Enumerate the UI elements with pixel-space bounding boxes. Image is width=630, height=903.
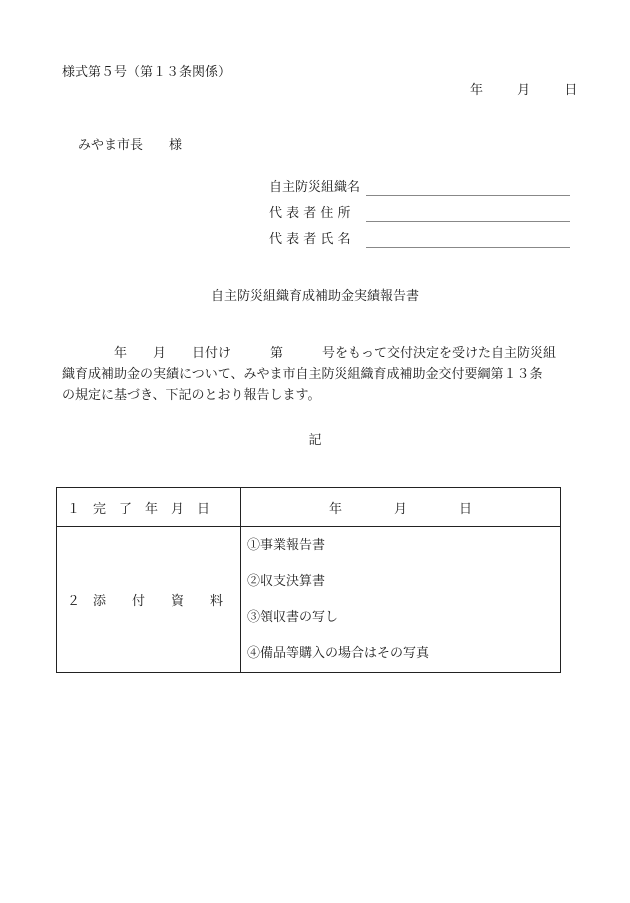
table-row: [57, 488, 561, 527]
body-line: の規定に基づき、下記のとおり報告します。: [62, 388, 321, 403]
table-row: [57, 527, 561, 673]
year-label: 年: [470, 83, 484, 98]
attachment-item: ②収支決算書: [247, 573, 326, 589]
body-text: [62, 343, 572, 406]
representative-name-field[interactable]: [255, 233, 570, 251]
representative-name-label: 代 表 者 氏 名: [269, 232, 351, 247]
representative-address-field[interactable]: [255, 207, 570, 225]
attachment-item: ④備品等購入の場合はその写真: [247, 645, 430, 661]
representative-address-line: [366, 221, 570, 222]
representative-name-line: [366, 247, 570, 248]
body-line: 年 月 日付け 第 号をもって交付決定を受けた自主防災組: [62, 346, 557, 361]
attachment-item: ③領収書の写し: [247, 609, 339, 625]
day-label: 日: [564, 83, 578, 98]
completion-date-value[interactable]: 年 月 日: [241, 488, 561, 527]
organization-name-line: [366, 195, 570, 196]
recipient: みやま市長 様: [78, 138, 183, 153]
submission-date: [470, 84, 577, 97]
attachments-list: [241, 528, 560, 672]
document-title: 自主防災組織育成補助金実績報告書: [210, 289, 419, 304]
month-label: 月: [517, 83, 531, 98]
completion-date-label: １ 完 了 年 月 日: [57, 488, 241, 527]
organization-name-field[interactable]: [255, 181, 570, 199]
report-table: [56, 487, 561, 673]
attachments-cell: [241, 527, 561, 673]
body-line: 織育成補助金の実績について、みやま市自主防災組織育成補助金交付要綱第１３条: [62, 367, 543, 382]
organization-name-label: 自主防災組織名: [269, 180, 361, 195]
attachments-label: ２ 添 付 資 料: [57, 527, 241, 673]
attachment-item: ①事業報告書: [247, 537, 326, 553]
ki-heading: 記: [308, 433, 322, 448]
form-number: 様式第５号（第１３条関係）: [62, 65, 232, 80]
representative-address-label: 代 表 者 住 所: [269, 206, 351, 221]
